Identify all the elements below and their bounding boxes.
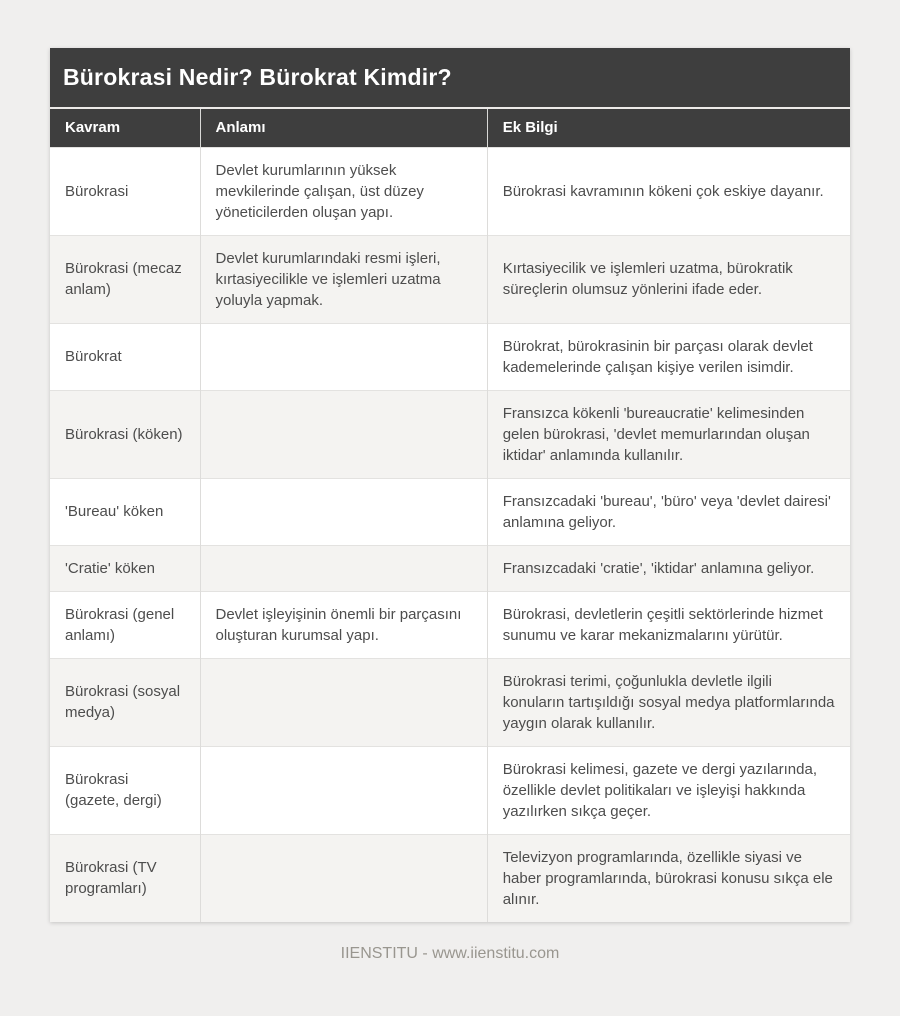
column-header-kavram: Kavram xyxy=(50,109,200,147)
column-header-anlami: Anlamı xyxy=(200,109,487,147)
ek-bilgi-cell: Bürokrasi kelimesi, gazete ve dergi yazılarında, özellikle devlet politikaları ve işleyişi hakkında yazılırken sıkça geçer. xyxy=(487,746,850,834)
kavram-cell: Bürokrasi xyxy=(50,147,200,235)
anlam-cell: Devlet işleyişinin önemli bir parçasını oluşturan kurumsal yapı. xyxy=(200,591,487,658)
ek-bilgi-cell: Televizyon programlarında, özellikle siyasi ve haber programlarında, bürokrasi konusu sıkça ele alınır. xyxy=(487,834,850,922)
page-title: Bürokrasi Nedir? Bürokrat Kimdir? xyxy=(50,48,850,109)
anlam-cell: Devlet kurumlarındaki resmi işleri, kırtasiyecilikle ve işlemleri uzatma yoluyla yapmak. xyxy=(200,235,487,323)
table-row xyxy=(50,478,850,545)
anlam-cell xyxy=(200,545,487,591)
table-row xyxy=(50,235,850,323)
anlam-cell xyxy=(200,478,487,545)
anlam-cell xyxy=(200,390,487,478)
kavram-cell: Bürokrat xyxy=(50,323,200,390)
table-row xyxy=(50,591,850,658)
table-row xyxy=(50,390,850,478)
table-row xyxy=(50,147,850,235)
ek-bilgi-cell: Bürokrasi kavramının kökeni çok eskiye dayanır. xyxy=(487,147,850,235)
kavram-cell: 'Bureau' köken xyxy=(50,478,200,545)
table-row xyxy=(50,545,850,591)
table-row xyxy=(50,323,850,390)
kavram-cell: Bürokrasi (TV programları) xyxy=(50,834,200,922)
definitions-table xyxy=(50,109,850,922)
anlam-cell xyxy=(200,658,487,746)
ek-bilgi-cell: Bürokrasi terimi, çoğunlukla devletle ilgili konuların tartışıldığı sosyal medya platformlarında yaygın olarak kullanılır. xyxy=(487,658,850,746)
anlam-cell xyxy=(200,746,487,834)
ek-bilgi-cell: Bürokrat, bürokrasinin bir parçası olarak devlet kademelerinde çalışan kişiye verilen isimdir. xyxy=(487,323,850,390)
kavram-cell: Bürokrasi (mecaz anlam) xyxy=(50,235,200,323)
ek-bilgi-cell: Bürokrasi, devletlerin çeşitli sektörlerinde hizmet sunumu ve karar mekanizmalarını yürütür. xyxy=(487,591,850,658)
anlam-cell xyxy=(200,323,487,390)
table-row xyxy=(50,746,850,834)
anlam-cell: Devlet kurumlarının yüksek mevkilerinde çalışan, üst düzey yöneticilerden oluşan yapı. xyxy=(200,147,487,235)
kavram-cell: Bürokrasi (sosyal medya) xyxy=(50,658,200,746)
ek-bilgi-cell: Kırtasiyecilik ve işlemleri uzatma, bürokratik süreçlerin olumsuz yönlerini ifade eder. xyxy=(487,235,850,323)
kavram-cell: 'Cratie' köken xyxy=(50,545,200,591)
column-header-ek-bilgi: Ek Bilgi xyxy=(487,109,850,147)
table-row xyxy=(50,658,850,746)
table-header-row xyxy=(50,109,850,147)
table-row xyxy=(50,834,850,922)
ek-bilgi-cell: Fransızca kökenli 'bureaucratie' kelimesinden gelen bürokrasi, 'devlet memurlarından oluşan iktidar' anlamında kullanılır. xyxy=(487,390,850,478)
kavram-cell: Bürokrasi (köken) xyxy=(50,390,200,478)
ek-bilgi-cell: Fransızcadaki 'cratie', 'iktidar' anlamına geliyor. xyxy=(487,545,850,591)
footer-credit: IIENSTITU - www.iienstitu.com xyxy=(340,945,560,962)
kavram-cell: Bürokrasi (gazete, dergi) xyxy=(50,746,200,834)
definition-table-card xyxy=(50,48,850,922)
kavram-cell: Bürokrasi (genel anlamı) xyxy=(50,591,200,658)
anlam-cell xyxy=(200,834,487,922)
ek-bilgi-cell: Fransızcadaki 'bureau', 'büro' veya 'devlet dairesi' anlamına geliyor. xyxy=(487,478,850,545)
